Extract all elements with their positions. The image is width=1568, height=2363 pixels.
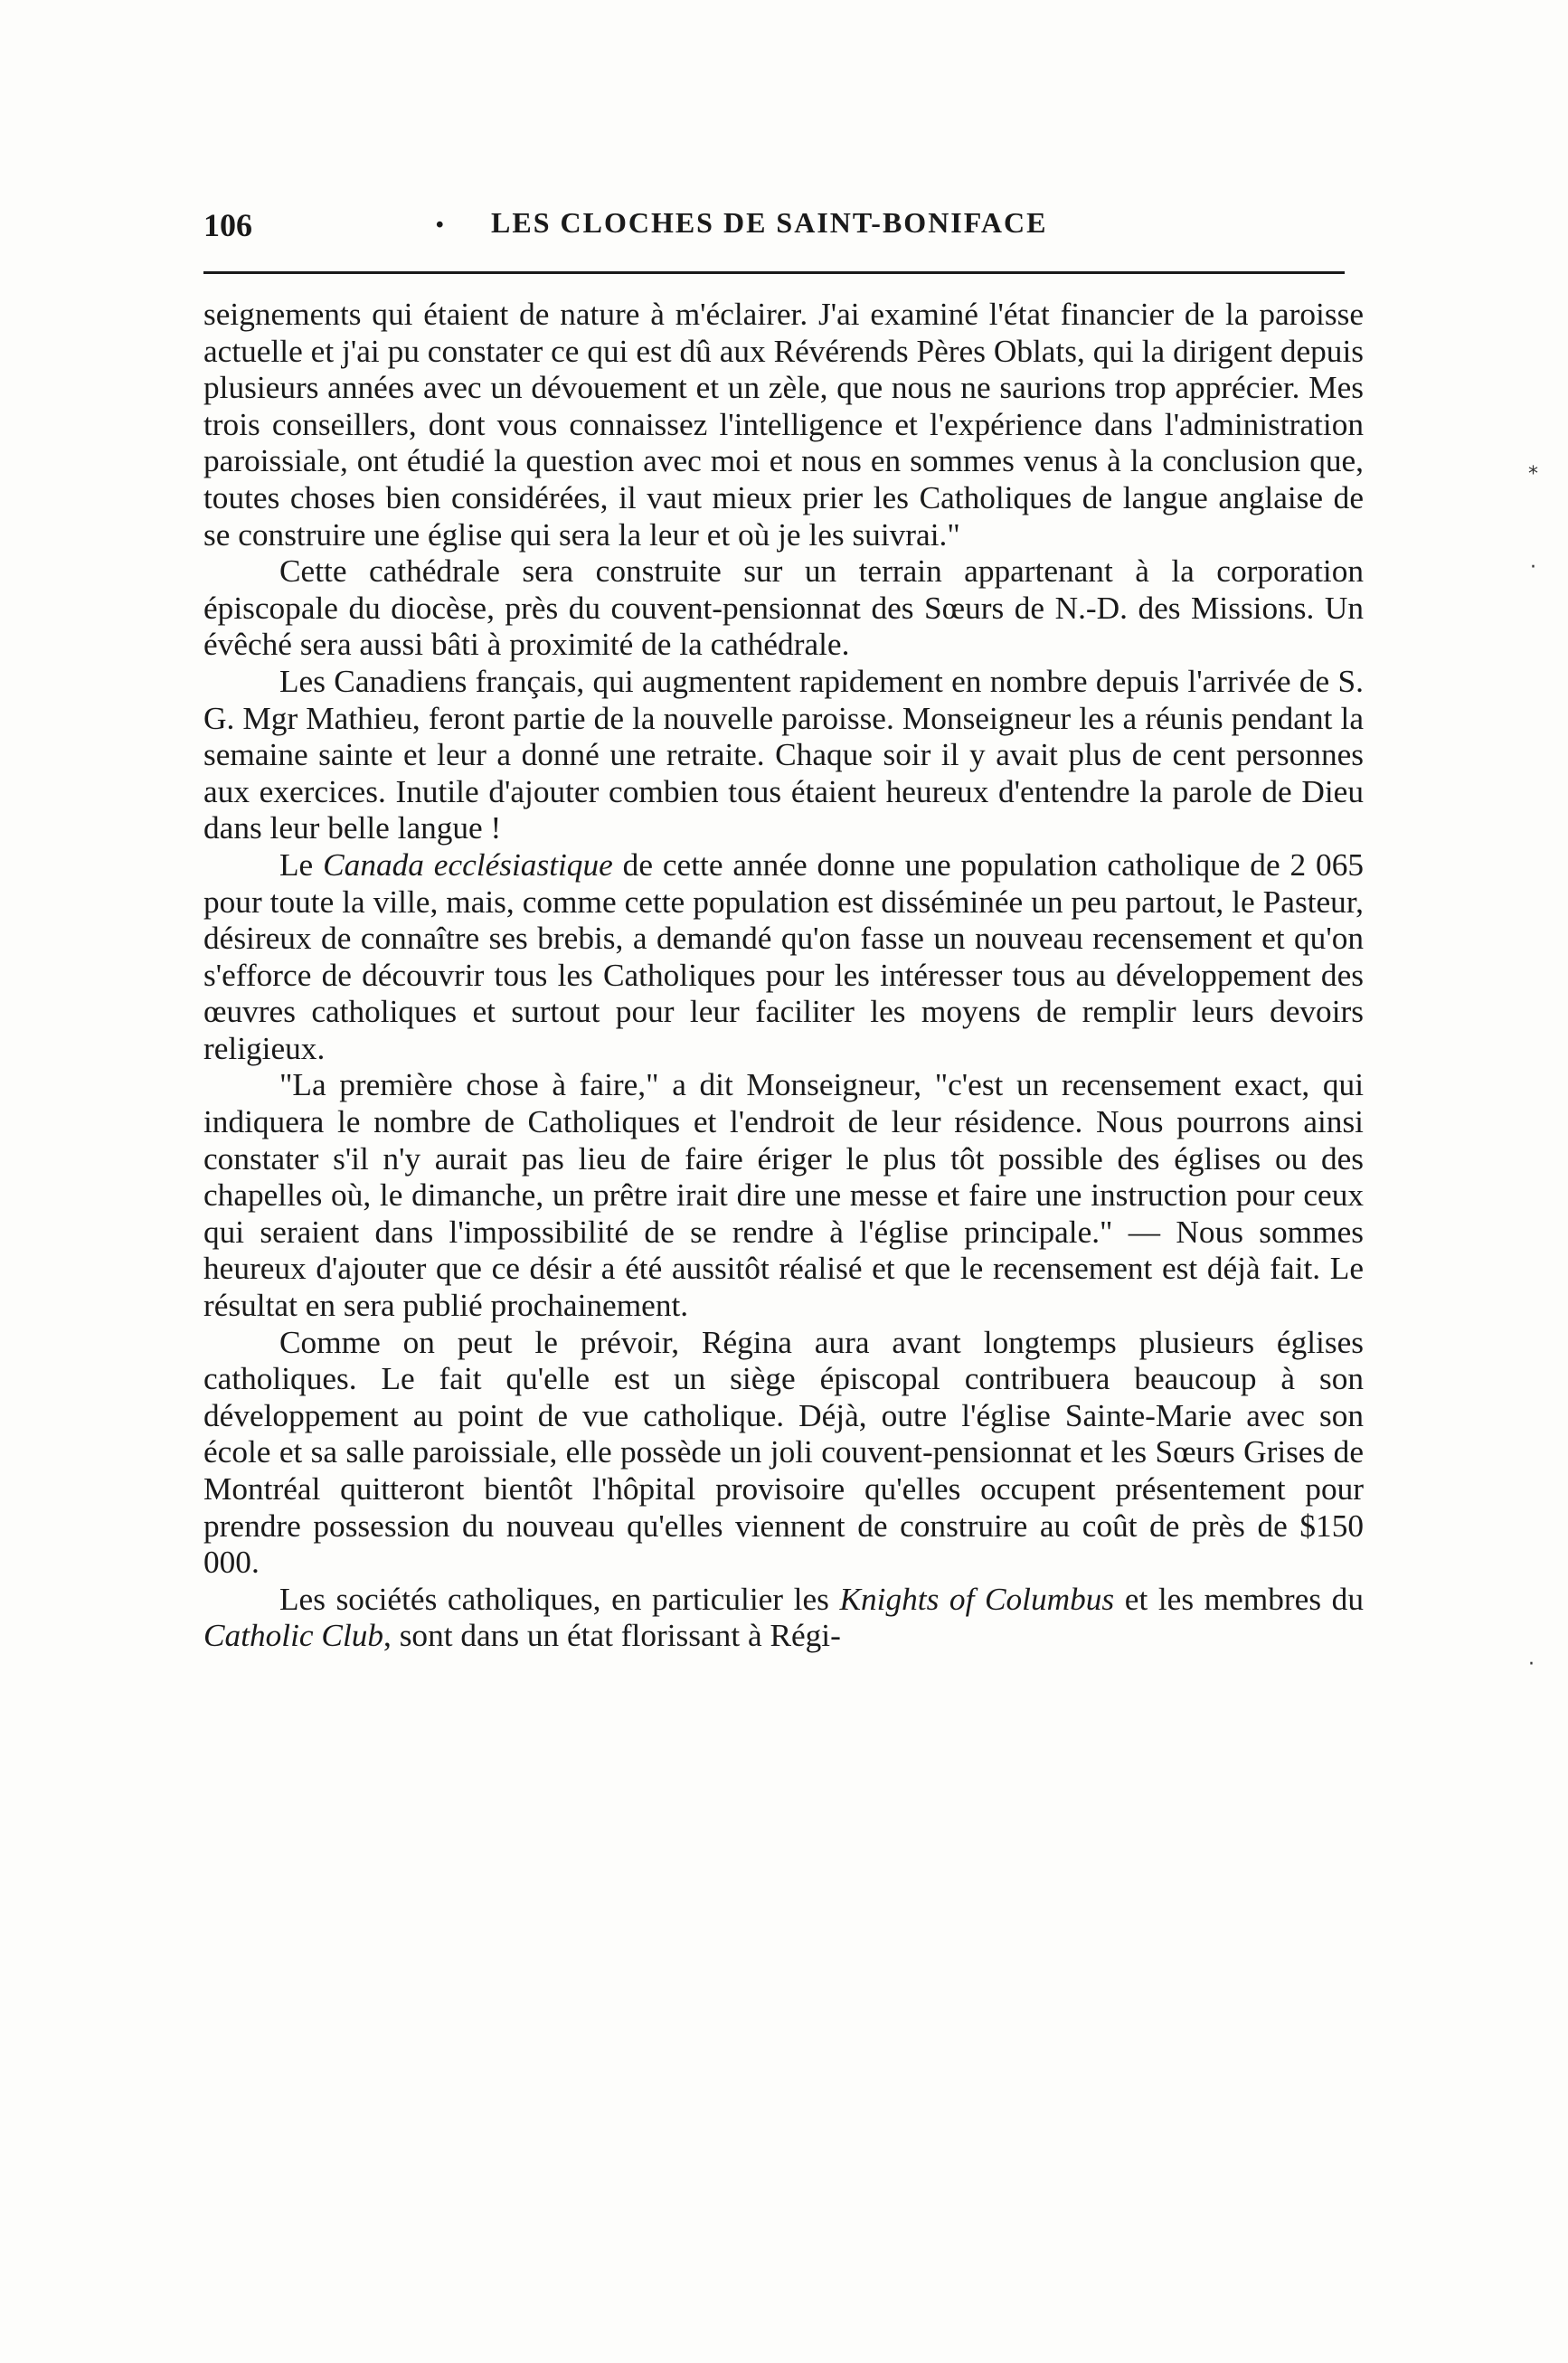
body-text [203, 297, 1364, 1655]
running-title: LES CLOCHES DE SAINT-BONIFACE [491, 206, 1048, 239]
header-rule [203, 271, 1345, 274]
page-header [203, 206, 1343, 260]
margin-speck-2: · [1530, 556, 1536, 579]
paragraph-4-lead: Le [279, 846, 324, 883]
paragraph-5: "La première chose à faire," a dit Monseigneur, "c'est un recensement exact, qui indiquera le nombre de Catholiques et l'endroit de leur résidence. Nous pourrons ainsi constater s'il n'y aurait pas lieu de faire ériger le plus tôt possible des églises ou des chapelles où, le dimanche, un prêtre irait dire une messe et faire une instruction pour ceux qui seraient dans l'impossibilité de se rendre à l'église principale." — Nous sommes heureux d'ajouter que ce désir a été aussitôt réalisé et que le recensement est déjà fait. Le résultat en sera publié prochainement. [203, 1067, 1364, 1324]
margin-speck-3: · [1528, 1653, 1535, 1676]
paragraph-6: Comme on peut le prévoir, Régina aura avant longtemps plusieurs églises catholiques. Le fait qu'elle est un siège épiscopal contribuera beaucoup à son développement au point de vue catholique. Déjà, outre l'église Sainte-Marie avec son école et sa salle paroissiale, elle possède un joli couvent-pensionnat et les Sœurs Grises de Montréal quitteront bientôt l'hôpital provisoire qu'elles occupent présentement pour prendre possession du nouveau qu'elles viennent de construire au coût de près de $150 000. [203, 1324, 1364, 1581]
paragraph-3: Les Canadiens français, qui augmentent rapidement en nombre depuis l'arrivée de S. G. Mgr Mathieu, feront partie de la nouvelle paroisse. Monseigneur les a réunis pendant la semaine sainte et leur a donné une retraite. Chaque soir il y avait plus de cent personnes aux exercices. Inutile d'ajouter combien tous étaient heureux d'entendre la parole de Dieu dans leur belle langue ! [203, 663, 1364, 846]
paragraph-7-italic-1: Knights of Columbus [839, 1581, 1115, 1617]
margin-speck-1: ⁎ [1528, 457, 1538, 479]
paragraph-7-middle: et les membres du [1114, 1581, 1364, 1617]
header-dot: · [434, 206, 446, 244]
paragraph-7-italic-2: Catholic Club [203, 1618, 384, 1654]
page-number: 106 [203, 207, 252, 243]
paragraph-4-italic: Canada ecclésiastique [323, 846, 613, 883]
paragraph-7-rest: , sont dans un état florissant à Régi- [383, 1618, 841, 1654]
paragraph-4 [203, 847, 1364, 1068]
paragraph-7-lead: Les sociétés catholiques, en particulier les [279, 1581, 840, 1617]
paragraph-1: seignements qui étaient de nature à m'éclairer. J'ai examiné l'état financier de la paroisse actuelle et j'ai pu constater ce qui est dû aux Révérends Pères Oblats, qui la dirigent depuis plusieurs années avec un dévouement et un zèle, que nous ne saurions trop apprécier. Mes trois conseillers, dont vous connaissez l'intelligence et l'expérience dans l'administration paroissiale, ont étudié la question avec moi et nous en sommes venus à la conclusion que, toutes choses bien considérées, il vaut mieux prier les Catholiques de langue anglaise de se construire une église qui sera la leur et où je les suivrai." [203, 297, 1364, 553]
paragraph-7 [203, 1582, 1364, 1655]
paragraph-4-rest: de cette année donne une population catholique de 2 065 pour toute la ville, mais, comme cette population est disséminée un peu partout, le Pasteur, désireux de connaître ses brebis, a demandé qu'on fasse un nouveau recensement et qu'on s'efforce de découvrir tous les Catholiques pour les intéresser tous au développement des œuvres catholiques et surtout pour leur faciliter les moyens de remplir leurs devoirs religieux. [203, 846, 1364, 1066]
paragraph-2: Cette cathédrale sera construite sur un terrain appartenant à la corporation épiscopale du diocèse, près du couvent-pensionnat des Sœurs de N.-D. des Missions. Un évêché sera aussi bâti à proximité de la cathédrale. [203, 553, 1364, 663]
